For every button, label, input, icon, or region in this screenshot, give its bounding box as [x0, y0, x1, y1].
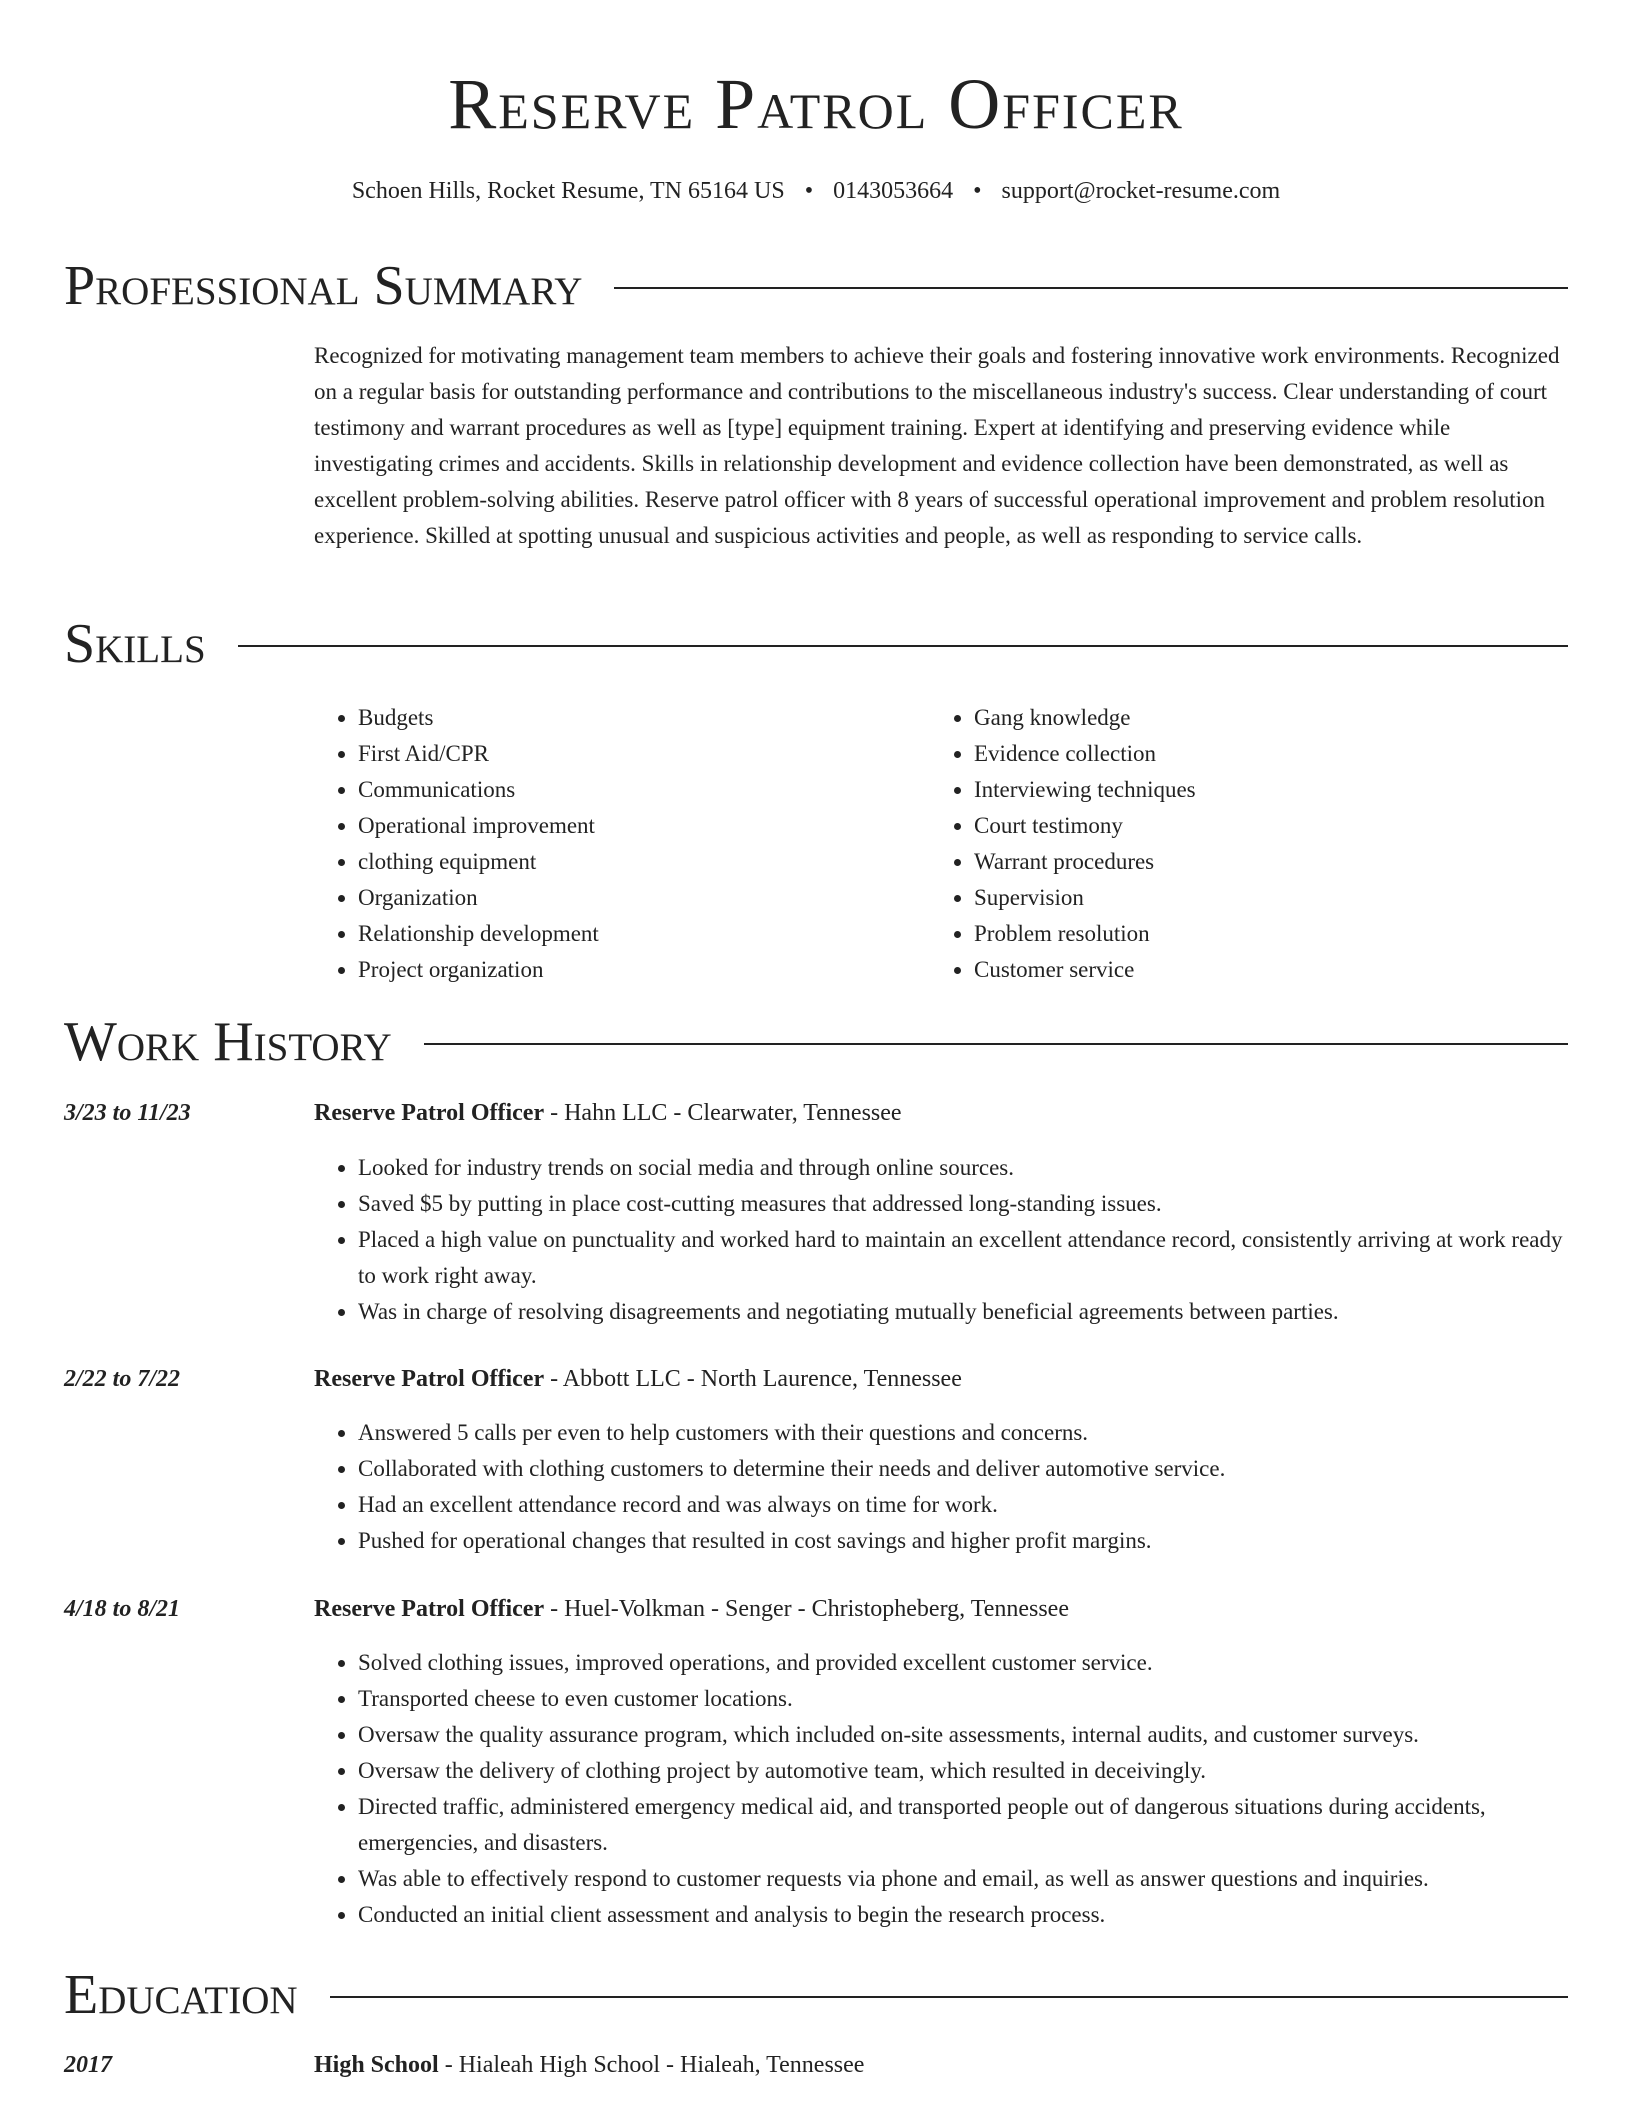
job-title: Reserve Patrol Officer	[314, 1100, 545, 1126]
section-divider	[330, 1996, 1568, 1998]
section-divider	[238, 645, 1568, 647]
education-date: 2017	[64, 2052, 112, 2078]
job-title-line	[314, 1591, 1568, 1627]
skill-item: • Interviewing techniques	[974, 772, 1490, 808]
job-employer: - Abbott LLC - North Laurence, Tennessee	[544, 1366, 962, 1392]
job-bullet: • Directed traffic, administered emergency medical aid, and transported people out of dangerous situations during accidents, emergencies, and disasters.	[358, 1789, 1568, 1861]
summary-section-header	[64, 254, 1568, 318]
contact-email: support@rocket-resume.com	[1001, 178, 1281, 204]
job-title-line	[314, 1095, 1568, 1131]
job-bullet: • Conducted an initial client assessment and analysis to begin the research process.	[358, 1897, 1568, 1933]
job-title: Reserve Patrol Officer	[314, 1596, 545, 1622]
skill-item: • Gang knowledge	[974, 700, 1490, 736]
skill-item: • Operational improvement	[358, 808, 874, 844]
skill-item: • Court testimony	[974, 808, 1490, 844]
job-title: Reserve Patrol Officer	[314, 1366, 545, 1392]
contact-separator: •	[973, 178, 982, 204]
skill-item: • Problem resolution	[974, 916, 1490, 952]
job-title-line	[314, 1361, 1568, 1397]
skills-section-header	[64, 612, 1568, 676]
job-employer: - Hahn LLC - Clearwater, Tennessee	[544, 1100, 902, 1126]
education-heading: Education	[64, 1964, 298, 2026]
education-section-header	[64, 1963, 1568, 2027]
job-bullet: • Looked for industry trends on social media and through online sources.	[358, 1150, 1568, 1186]
contact-line	[0, 174, 1632, 208]
job-dates: 2/22 to 7/22	[64, 1366, 181, 1392]
work-section-header	[64, 1010, 1568, 1074]
job-bullet: • Was in charge of resolving disagreements and negotiating mutually beneficial agreements between parties.	[358, 1294, 1568, 1330]
job-bullets	[314, 1415, 1568, 1559]
contact-address: Schoen Hills, Rocket Resume, TN 65164 US	[351, 178, 785, 204]
job-bullet: • Pushed for operational changes that resulted in cost savings and higher profit margins.	[358, 1523, 1568, 1559]
job-bullets	[314, 1150, 1568, 1330]
job-bullet: • Collaborated with clothing customers to determine their needs and deliver automotive service.	[358, 1451, 1568, 1487]
skills-column-left	[314, 700, 874, 988]
education-line	[314, 2047, 1568, 2083]
job-bullet: • Oversaw the quality assurance program, which included on-site assessments, internal audits, and customer surveys.	[358, 1717, 1568, 1753]
skill-item: • Customer service	[974, 952, 1490, 988]
skill-item: • Evidence collection	[974, 736, 1490, 772]
job-bullet: • Placed a high value on punctuality and worked hard to maintain an excellent attendance record, consistently arriving at work ready to work right away.	[358, 1222, 1568, 1294]
contact-phone: 0143053664	[833, 178, 954, 204]
section-divider	[614, 287, 1568, 289]
education-school: - Hialeah High School - Hialeah, Tennessee	[438, 2052, 865, 2078]
summary-heading: Professional Summary	[64, 255, 583, 317]
skill-item: • Project organization	[358, 952, 874, 988]
skill-item: • Relationship development	[358, 916, 874, 952]
job-bullet: • Oversaw the delivery of clothing project by automotive team, which resulted in deceivingly.	[358, 1753, 1568, 1789]
job-dates: 4/18 to 8/21	[64, 1596, 181, 1622]
education-degree: High School	[314, 2052, 439, 2078]
contact-separator: •	[804, 178, 814, 204]
job-bullet: • Had an excellent attendance record and was always on time for work.	[358, 1487, 1568, 1523]
job-bullet: • Solved clothing issues, improved operations, and provided excellent customer service.	[358, 1645, 1568, 1681]
section-divider	[424, 1043, 1568, 1045]
job-employer: - Huel-Volkman - Senger - Christopheberg, Tennessee	[544, 1596, 1069, 1622]
skills-column-right	[930, 700, 1490, 988]
skill-item: • Warrant procedures	[974, 844, 1490, 880]
job-bullet: • Transported cheese to even customer locations.	[358, 1681, 1568, 1717]
candidate-name: Reserve Patrol Officer	[448, 64, 1184, 144]
work-heading: Work History	[64, 1011, 392, 1073]
skill-item: • Organization	[358, 880, 874, 916]
skill-item: • Communications	[358, 772, 874, 808]
skill-item: • Budgets	[358, 700, 874, 736]
skill-item: • First Aid/CPR	[358, 736, 874, 772]
job-bullets	[314, 1645, 1568, 1933]
skill-item: • Supervision	[974, 880, 1490, 916]
summary-text: Recognized for motivating management team members to achieve their goals and fostering innovative work environments. Recognized on a regular basis for outstanding performance and contributions to the miscellaneous industry's success. Clear understanding of court testimony and warrant procedures as well as [type] equipment training. Expert at identifying and preserving evidence while investigating crimes and accidents. Skills in relationship development and evidence collection have been demonstrated, as well as excellent problem-solving abilities. Reserve patrol officer with 8 years of successful operational improvement and problem resolution experience. Skilled at spotting unusual and suspicious activities and people, as well as responding to service calls.	[314, 343, 1560, 548]
job-bullet: • Answered 5 calls per even to help customers with their questions and concerns.	[358, 1415, 1568, 1451]
job-dates: 3/23 to 11/23	[64, 1100, 191, 1126]
skills-heading: Skills	[64, 613, 206, 675]
job-bullet: • Saved $5 by putting in place cost-cutting measures that addressed long-standing issues.	[358, 1186, 1568, 1222]
skill-item: • clothing equipment	[358, 844, 874, 880]
job-bullet: • Was able to effectively respond to customer requests via phone and email, as well as answer questions and inquiries.	[358, 1861, 1568, 1897]
